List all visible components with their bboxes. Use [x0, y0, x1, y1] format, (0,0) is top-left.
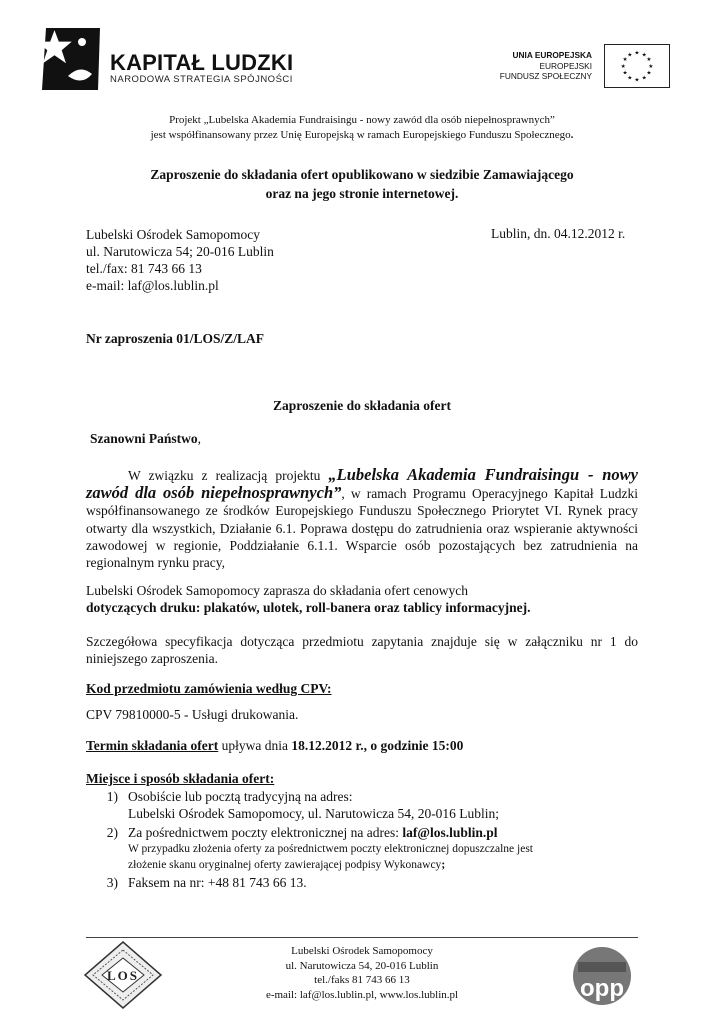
deadline-line — [86, 738, 463, 754]
invitation-number: Nr zaproszenia 01/LOS/Z/LAF — [86, 331, 265, 346]
invitation-title: Zaproszenie do składania ofert — [273, 398, 451, 413]
paragraph-1-project-name: „Lubelska Akademia Fundraisingu - nowy zawód dla osób niepełnosprawnych” — [86, 465, 638, 503]
list-item-email: laf@los.lublin.pl — [402, 825, 498, 840]
list-item-line: Lubelski Ośrodek Samopomocy, ul. Narutowicza 54, 20-016 Lublin; — [128, 806, 500, 821]
svg-text:★: ★ — [641, 75, 647, 82]
eu-line-3: FUNDUSZ SPOŁECZNY — [499, 71, 592, 81]
list-item — [86, 874, 646, 891]
opp-logo-text: opp — [580, 975, 624, 1002]
sender-address: ul. Narutowicza 54; 20-016 Lublin — [86, 244, 274, 259]
paragraph-1-rest: , w ramach Programu Operacyjnego Kapitał Ludzki współfinansowanego ze środków Europejskiego Funduszu Społecznego Priorytet VI. Rynek pracy otwarty dla wszystkich, Działanie 6.1. Poprawa dostępu do zatrudnienia oraz wspieranie aktywności zawodowej w regionie, Poddziałanie 6.1.1. Wsparcie osób pozostających bez zatrudnienia na regionalnym rynku pracy, — [86, 486, 638, 571]
sender-block — [86, 226, 274, 294]
project-info: Projekt „Lubelska Akademia Fundraisingu - nowy zawód dla osób niepełnosprawnych” jest współfinansowany przez Unię Europejską w ramach Europejskiego Funduszu Społecznego. — [60, 113, 664, 143]
kapital-ludzki-subtitle: NARODOWA STRATEGIA SPÓJNOŚCI — [110, 74, 293, 85]
sender-phone: tel./fax: 81 743 66 13 — [86, 261, 202, 276]
footer-text — [200, 944, 524, 1002]
kapital-ludzki-logo-icon — [38, 24, 104, 94]
svg-text:★: ★ — [648, 63, 654, 70]
svg-text:★: ★ — [627, 52, 633, 59]
document-date: Lublin, dn. 04.12.2012 r. — [491, 226, 626, 241]
svg-text:★: ★ — [620, 63, 626, 70]
notice-line-1: Zaproszenie do składania ofert opublikowano w siedzibie Zamawiającego — [150, 167, 574, 182]
eu-line-1: UNIA EUROPEJSKA — [512, 50, 592, 60]
svg-text:★: ★ — [634, 77, 640, 84]
notice-line-2: oraz na jego stronie internetowej. — [265, 186, 459, 201]
footer-line-3: tel./faks 81 743 66 13 — [314, 974, 410, 986]
paragraph-3: Szczegółowa specyfikacja dotycząca przedmiotu zapytania znajduje się w załączniku nr 1 do niniejszego zaproszenia. — [86, 634, 638, 667]
los-logo-text: LOS — [106, 968, 140, 983]
svg-text:★: ★ — [646, 57, 652, 64]
kapital-ludzki-title: KAPITAŁ LUDZKI — [110, 50, 294, 75]
paragraph-1-prefix: W związku z realizacją projektu — [128, 468, 329, 483]
paragraph-1 — [86, 466, 638, 571]
list-item-line: Faksem na nr: +48 81 743 66 13. — [128, 875, 307, 890]
deadline-middle: upływa dnia — [218, 738, 292, 753]
footer-line-2: ul. Narutowicza 54, 20-016 Lublin — [285, 959, 439, 972]
paragraph-2 — [86, 582, 638, 616]
eu-line-2: EUROPEJSKI — [539, 60, 592, 71]
eu-label — [478, 50, 592, 82]
list-item-number: 1) — [106, 789, 118, 804]
svg-text:★: ★ — [641, 52, 647, 59]
list-item-note-end: ; — [441, 859, 446, 871]
submission-list — [86, 788, 646, 891]
footer-line-4: e-mail: laf@los.lublin.pl, www.los.lublin.pl — [265, 988, 459, 1001]
project-line-2: jest współfinansowany przez Unię Europejską w ramach Europejskiego Funduszu Społecznego — [150, 129, 571, 141]
list-item-note: W przypadku złożenia oferty za pośrednictwem poczty elektronicznej dopuszczalne jest — [128, 843, 533, 855]
list-item-line: Za pośrednictwem poczty elektronicznej na adres: — [128, 825, 403, 840]
publication-notice — [60, 165, 664, 203]
svg-text:★: ★ — [622, 57, 628, 64]
list-item-note: złożenie skanu oryginalnej oferty zawierającej podpisy Wykonawcy — [128, 859, 442, 871]
greeting-comma: , — [197, 431, 202, 446]
footer-line-1: Lubelski Ośrodek Samopomocy — [291, 945, 433, 957]
sender-email: e-mail: laf@los.lublin.pl — [86, 278, 219, 293]
sender-name: Lubelski Ośrodek Samopomocy — [86, 227, 260, 242]
cpv-heading: Kod przedmiotu zamówienia według CPV: — [86, 681, 332, 696]
list-item — [86, 788, 646, 822]
deadline-value: 18.12.2012 r., o godzinie 15:00 — [291, 738, 464, 753]
list-item — [86, 824, 646, 873]
list-item-number: 2) — [106, 825, 118, 840]
svg-text:★: ★ — [634, 50, 640, 57]
svg-text:★: ★ — [646, 70, 652, 77]
project-line-1: Projekt „Lubelska Akademia Fundraisingu - nowy zawód dla osób niepełnosprawnych” — [169, 114, 555, 126]
opp-logo-icon — [572, 946, 632, 1006]
greeting-text: Szanowni Państwo — [90, 431, 198, 446]
eu-flag-icon — [604, 44, 670, 88]
svg-text:★: ★ — [622, 70, 628, 77]
paragraph-2-line-1: Lubelski Ośrodek Samopomocy zaprasza do składania ofert cenowych — [86, 583, 469, 598]
svg-text:★: ★ — [627, 75, 633, 82]
deadline-label: Termin składania ofert — [86, 738, 219, 753]
greeting — [90, 431, 201, 447]
list-item-line: Osobiście lub pocztą tradycyjną na adres: — [128, 789, 353, 804]
place-heading: Miejsce i sposób składania ofert: — [86, 771, 275, 786]
cpv-value: CPV 79810000-5 - Usługi drukowania. — [86, 707, 299, 722]
los-logo-icon — [83, 940, 163, 1010]
paragraph-2-line-2: dotyczących druku: plakatów, ulotek, roll-banera oraz tablicy informacyjnej. — [86, 600, 531, 616]
footer-divider — [86, 937, 638, 938]
list-item-number: 3) — [106, 875, 118, 890]
